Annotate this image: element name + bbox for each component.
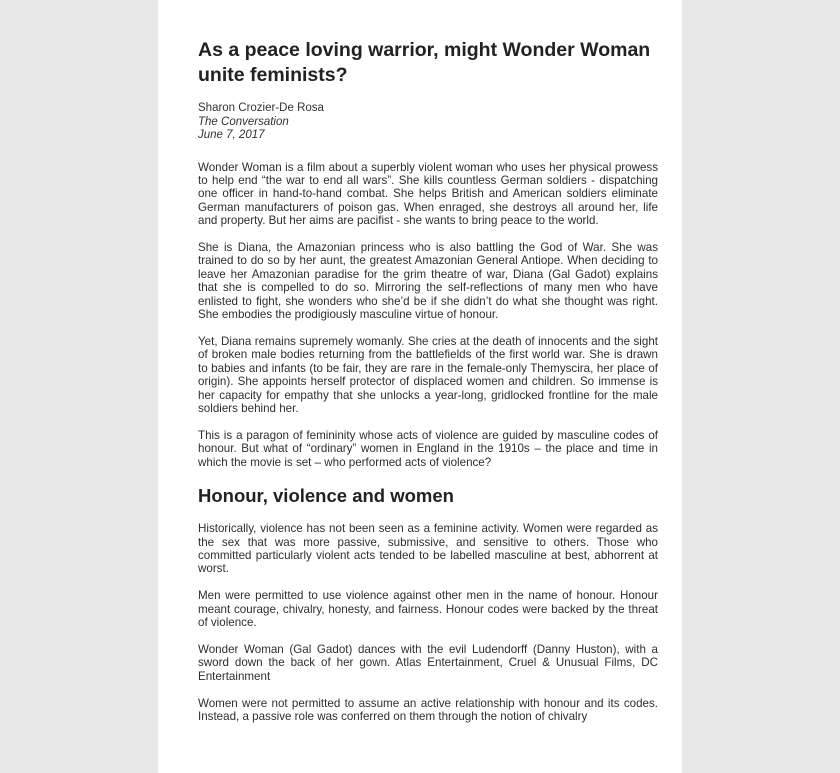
paragraph: Wonder Woman is a film about a superbly violent woman who uses her physical prowess to help end “the war to end all wars”. She kills countless German soldiers - dispatching one officer in hand-to-hand combat. She helps British and American soldiers eliminate German manufacturers of poison gas. When enraged, she destroys all around her, life and property. But her aims are pacifist - she wants to bring peace to the world.	[198, 160, 658, 228]
document-page	[158, 0, 682, 773]
publication-name: The Conversation	[198, 115, 289, 128]
article-title: As a peace loving warrior, might Wonder Woman unite feminists?	[198, 39, 651, 86]
publication-date: June 7, 2017	[198, 129, 265, 141]
paragraph: She is Diana, the Amazonian princess who is also battling the God of War. She was trained to do so by her aunt, the greatest Amazonian General Antiope. When deciding to leave her Amazonian paradise for the grim theatre of war, Diana (Gal Gadot) explains that she is compelled to do so. Mirroring the self-reflections of many men who have enlisted to fight, she wonders who she’d be if she didn’t do what she thought was right. She embodies the prodigiously masculine virtue of honour.	[198, 241, 658, 322]
author-name: Sharon Crozier-De Rosa	[198, 102, 324, 114]
paragraph: This is a paragon of femininity whose acts of violence are guided by masculine codes of honour. But what of “ordinary” women in England in the 1910s – the place and time in which the movie is set – who performed acts of violence?	[198, 428, 658, 469]
byline	[198, 102, 658, 143]
paragraph: Yet, Diana remains supremely womanly. She cries at the death of innocents and the sight of broken male bodies returning from the battlefields of the first world war. She is drawn to babies and infants (to be fair, they are rare in the female-only Themyscira, her place of origin). She appoints herself protector of displaced women and children. So immense is her capacity for empathy that she unlocks a year-long, gridlocked frontline for the male soldiers behind her.	[198, 334, 658, 415]
paragraph: Women were not permitted to assume an active relationship with honour and its codes. Instead, a passive role was conferred on them through the notion of chivalry	[198, 696, 658, 724]
article-body	[198, 38, 658, 724]
paragraph: Men were permitted to use violence against other men in the name of honour. Honour meant courage, chivalry, honesty, and fairness. Honour codes were backed by the threat of violence.	[198, 589, 658, 630]
section-heading: Honour, violence and women	[198, 485, 454, 507]
paragraph: Historically, violence has not been seen as a feminine activity. Women were regarded as the sex that was more passive, submissive, and sensitive to others. Those who committed particularly violent acts tended to be labelled masculine at best, abhorrent at worst.	[198, 522, 658, 576]
image-caption: Wonder Woman (Gal Gadot) dances with the evil Ludendorff (Danny Huston), with a sword down the back of her gown. Atlas Entertainment, Cruel & Unusual Films, DC Entertainment	[198, 642, 658, 683]
